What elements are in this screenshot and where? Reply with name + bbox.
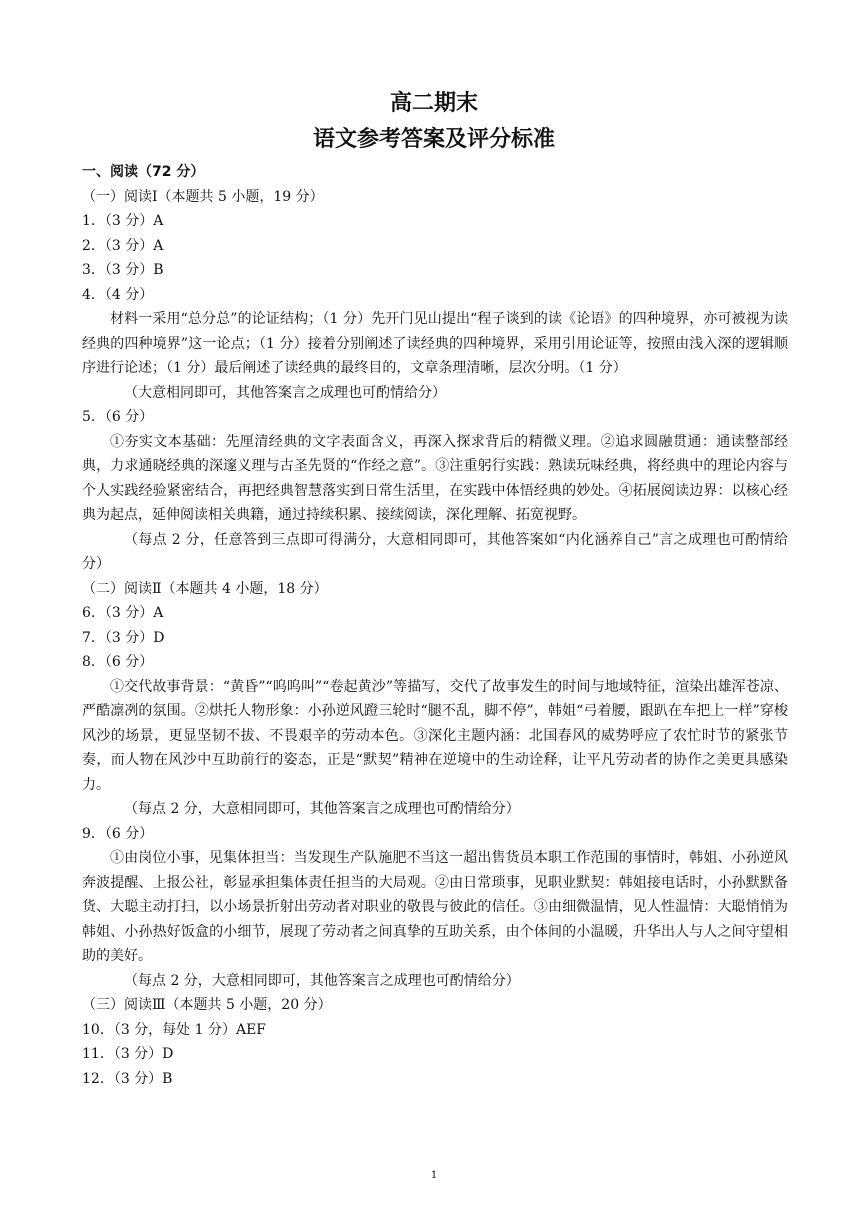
answer-item: 1．（3 分）A bbox=[82, 213, 164, 229]
answer-paragraph: ①由岗位小事，见集体担当：当发现生产队施肥不当这一超出售货员本职工作范围的事情时，韩姐、小孙逆风奔波提醒、上报公社，彰显承担集体责任担当的大局观。②由日常琐事，见职业默契：韩姐接电话时，小孙默默备货、大聪主动打扫，以小场景折射出劳动者对职业的敬畏与彼此的信任。③由细微温情，见人性温情：大聪悄悄为韩姐、小孙热好饭盒的小细节，展现了劳动者之间真挚的互助关系，由个体间的小温暖，升华出人与人之间守望相助的美好。 bbox=[82, 850, 788, 964]
scoring-note: （每点 2 分，任意答到三点即可得满分，大意相同即可，其他答案如“内化涵养自己”言之成理也可酌情给分） bbox=[82, 531, 788, 572]
document-title: 高二期末 bbox=[389, 91, 478, 116]
answer-item: 10．（3 分，每处 1 分）AEF bbox=[82, 1021, 267, 1038]
answer-item: 8．（6 分） bbox=[82, 654, 154, 670]
scoring-note: （大意相同即可，其他答案言之成理也可酌情给分） bbox=[124, 384, 446, 401]
part-heading: （三）阅读Ⅲ（本题共 5 小题，20 分） bbox=[82, 997, 332, 1013]
answer-item: 11．（3 分）D bbox=[82, 1046, 174, 1062]
answer-item: 2．（3 分）A bbox=[82, 237, 164, 254]
part-heading: （一）阅读Ⅰ（本题共 5 小题，19 分） bbox=[82, 188, 324, 205]
scoring-note: （每点 2 分，大意相同即可，其他答案言之成理也可酌情给分） bbox=[124, 801, 520, 817]
answer-paragraph: 材料一采用“总分总”的论证结构；（1 分）先开门见山提出“程子谈到的读《论语》的四种境界，亦可被视为读经典的四种境界”这一论点；（1 分）接着分别阐述了读经典的四种境界，采用引用论证等，按照由浅入深的逻辑顺序进行论述；（1 分）最后阐述了读经典的最终目的，文章条理清晰，层次分明。（1 分） bbox=[82, 311, 788, 376]
answer-item: 7．（3 分）D bbox=[82, 629, 165, 646]
document-subtitle: 语文参考答案及评分标准 bbox=[312, 127, 555, 152]
answer-content bbox=[82, 160, 788, 1091]
answer-paragraph: ①交代故事背景：“黄昏”“呜呜叫”“卷起黄沙”等描写，交代了故事发生的时间与地域特征，渲染出雄浑苍凉、严酷凛冽的氛围。②烘托人物形象：小孙逆风蹬三轮时“腿不乱，脚不停”，韩姐“弓着腰，跟趴在车把上一样”穿梭风沙的场景，更显坚韧不拔、不畏艰辛的劳动本色。③深化主题内涵：北国春风的威势呼应了农忙时节的紧张节奏，而人物在风沙中互助前行的姿态，正是“默契”精神在逆境中的生动诠释，让平凡劳动者的协作之美更具感染力。 bbox=[82, 678, 788, 793]
part-heading: （二）阅读Ⅱ（本题共 4 小题，18 分） bbox=[82, 580, 328, 597]
section-heading: 一、阅读（72 分） bbox=[82, 164, 205, 180]
answer-item: 6．（3 分）A bbox=[82, 605, 164, 621]
answer-paragraph: ①夯实文本基础：先厘清经典的文字表面含义，再深入探求背后的精微义理。②追求圆融贯通：通读整部经典，力求通晓经典的深邃义理与古圣先贤的“作经之意”。③注重躬行实践：熟读玩味经典，将经典中的理论内容与个人实践经验紧密结合，再把经典智慧落实到日常生活里，在实践中体悟经典的妙处。④拓展阅读边界：以核心经典为起点，延伸阅读相关典籍，通过持续积累、接续阅读，深化理解、拓宽视野。 bbox=[82, 433, 788, 523]
answer-item: 12．（3 分）B bbox=[82, 1070, 173, 1087]
scoring-note: （每点 2 分，大意相同即可，其他答案言之成理也可酌情给分） bbox=[124, 972, 520, 989]
page-number: 1 bbox=[430, 1170, 438, 1181]
answer-item: 4．（4 分） bbox=[82, 286, 154, 303]
answer-item: 3．（3 分）B bbox=[82, 262, 164, 278]
answer-item: 9．（6 分） bbox=[82, 825, 154, 842]
answer-item: 5．（6 分） bbox=[82, 409, 154, 425]
